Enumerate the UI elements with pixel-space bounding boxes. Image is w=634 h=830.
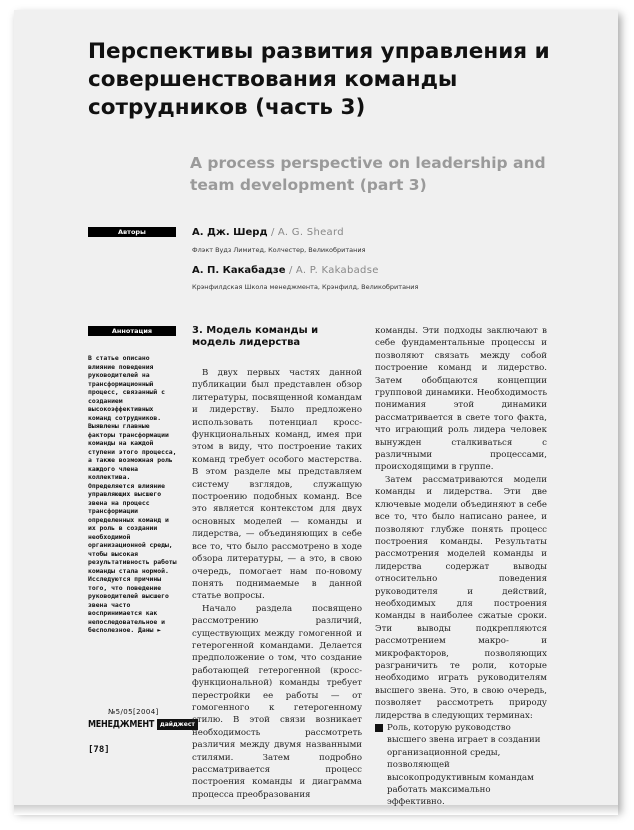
author-1-latin-name: A. G. Sheard [277,227,344,238]
author-1-separator: / [271,227,275,238]
body-paragraph: В двух первых частях данной публикации был представлен обзор литературы, посвященной командам и лидерству. Было предложено использовать потенциал кросс-функциональных команд, имея при этом в виду, что построение таких команд требует особого мастерства. В этом разделе мы представляем систему взглядов, служащую построению подобных команд. Все это является контекстом для двух основных моделей — команды и лидерства, — объединяющих в себе все то, что было рассмотрено в ходе обзора литературы, — а это, в свою очередь, помогает нам по-новому понять поднимаемые в данной статье вопросы. [192,368,362,602]
author-1-affiliation: Флэкт Вудз Лимитед, Колчестер, Великобритания [192,246,366,254]
author-2 [192,265,379,276]
author-2-affiliation: Крэнфилдская Школа менеджмента, Крэнфилд, Великобритания [192,283,419,291]
body-paragraph: команды. Эти подходы заключают в себе фундаментальные процессы и позволяют связать между собой построение команд и лидерство. Затем обобщаются концепции групповой динамики. Необходимость понимания этой динамики рассматривается в свете того факта, что играющий роль лидера человек вынужден сталкиваться с различными процессами, происходящими в группе. [375,326,547,473]
journal-logo [88,718,198,731]
issue-number: №5/05[2004] [108,708,159,716]
body-column-2 [375,325,547,809]
author-1-name: А. Дж. Шерд [192,227,268,238]
logo-sub-text: дайджест [157,719,198,730]
article-title: Перспективы развития управления и совершенствования команды сотрудников (часть 3) [88,39,550,120]
page-number: [78] [88,745,110,755]
authors-label: Авторы [88,227,176,237]
abstract-text: В статье описано влияние поведения руководителей на трансформационный процесс, связанный с созданием высокоэффективных команд сотрудников. Выявлены главные факторы трансформации команды на каждой ступени этого процесса, а также возможная роль каждого члена коллектива. Определяется влияние управляющих высшего звена на процесс трансформации определенных команд и их роль в создании необходимой организационной среды, чтобы высокая результативность работы команды стала нормой. Исследуются причины того, что поведение руководителей высшего звена часто воспринимается как непоследовательное и бесполезное. Даны ► [88,354,177,634]
body-paragraph: Затем рассматриваются модели команды и лидерства. Эти две ключевые модели объединяют в себе все то, что было написано ранее, и позволяют глубже понять процесс построения команды. Результаты рассмотрения моделей команды и лидерства содержат выводы относительно поведения руководителя и действий, необходимых для построения команды в наиболее сжатые сроки. Эти выводы подкрепляются рассмотрением макро- и микрофакторов, позволяющих разграничить те роли, которые необходимо играть руководителям высшего звена. Это, в свою очередь, позволяет рассмотреть природу лидерства в следующих терминах: [375,474,547,721]
bullet-item [375,722,547,809]
section-heading: 3. Модель команды и модель лидерства [192,325,319,348]
english-title: A process perspective on leadership and team development (part 3) [190,154,546,194]
body-paragraph: Начало раздела посвящено рассмотрению различий, существующих между гомогенной и гетерогенной командами. Делается предположение о том, что создание работающей гетерогенной (кросс-функциональной) команды требует перестройки ее работы — от гомогенного к гетерогенному стилю. В этой связи возникает необходимость рассмотреть различия между двумя названными стилями. Затем подробно рассматривается процесс построения команды и диаграмма процесса преобразования [192,603,362,800]
author-2-latin-name: A. P. Kakabadse [295,265,379,276]
abstract-label: Аннотация [88,326,176,336]
body-column-1 [192,367,362,801]
bullet-text: Роль, которую руководство высшего звена играет в создании организационной среды, позволяющей высокопродуктивным командам работать максимально эффективно. [387,723,541,808]
logo-main-text: МЕНЕДЖМЕНТ [88,719,155,730]
author-2-name: А. П. Какабадзе [192,265,286,276]
square-bullet-icon [375,724,383,732]
author-1 [192,227,344,238]
author-2-separator: / [289,265,293,276]
